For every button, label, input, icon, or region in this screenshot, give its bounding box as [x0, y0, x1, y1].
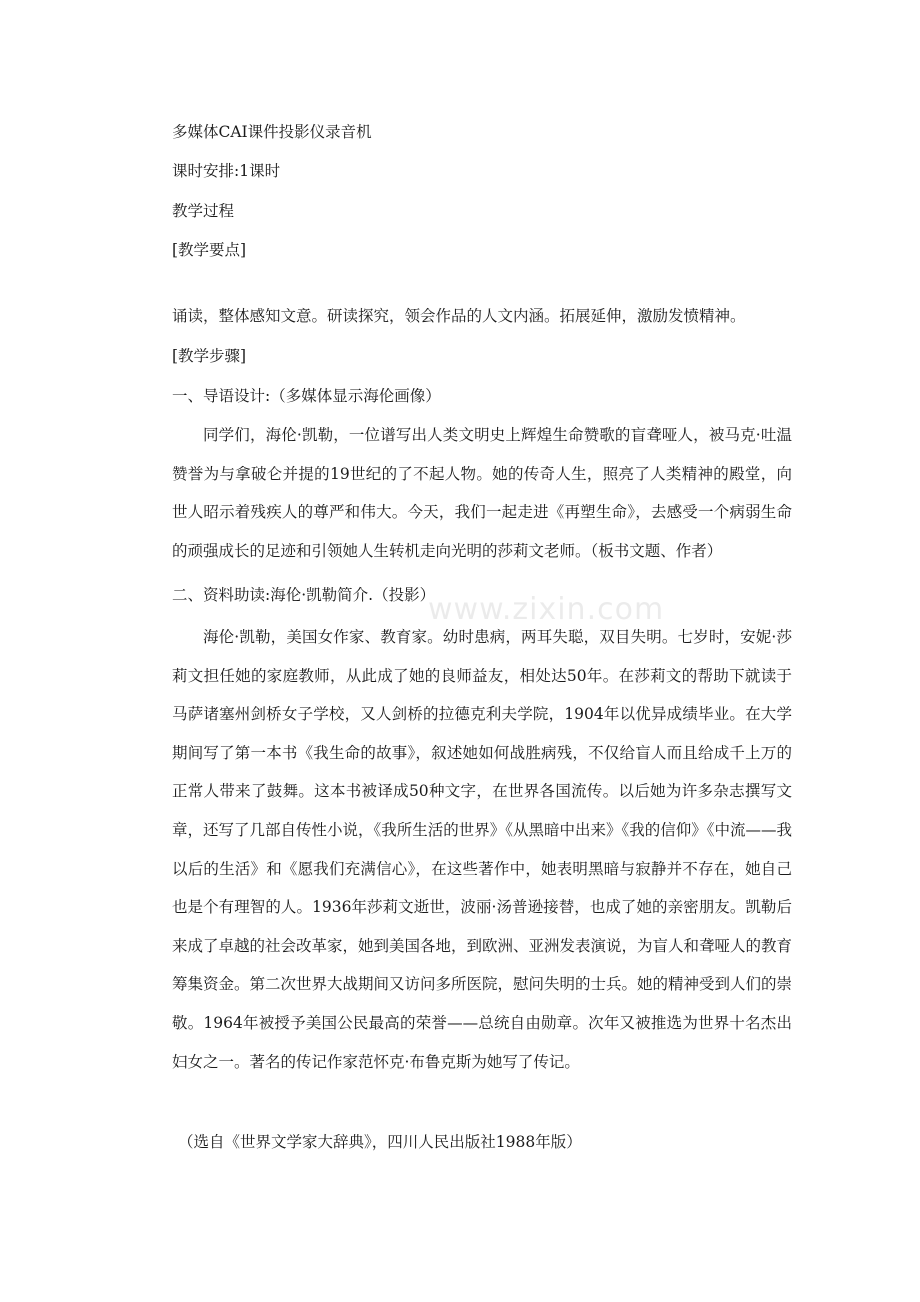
intro-paragraph: 同学们，海伦·凯勒，一位谱写出人类文明史上辉煌生命赞歌的盲聋哑人，被马克·吐温赞誉为与拿破仑并提的19世纪的了不起人物。她的传奇人生，照亮了人类精神的殿堂，向世人昭示着残疾人的尊严和伟大。今天，我们一起走进《再塑生命》，去感受一个病弱生命的顽强成长的足迹和引领她人生转机走向光明的莎莉文老师。（板书文题、作者） [172, 426, 792, 560]
source-citation: （选自《世界文学家大辞典》，四川人民出版社1988年版） [178, 1133, 582, 1151]
steps-heading: [教学步骤] [172, 347, 247, 365]
schedule-line: 课时安排:1课时 [172, 162, 281, 180]
key-points-text: 诵读，整体感知文意。研读探究，领会作品的人文内涵。拓展延伸，激励发愤精神。 [172, 307, 746, 325]
step-one-heading: 一、导语设计:（多媒体显示海伦画像） [172, 387, 441, 405]
process-heading: 教学过程 [172, 202, 235, 220]
watermark-text: www.zixin.com [428, 592, 665, 627]
biography-paragraph: 海伦·凯勒，美国女作家、教育家。幼时患病，两耳失聪，双目失明。七岁时，安妮·莎莉文担任她的家庭教师，从此成了她的良师益友，相处达50年。在莎莉文的帮助下就读于马萨诸塞州剑桥女子学校，又人剑桥的拉德克利夫学院，1904年以优异成绩毕业。在大学期间写了第一本书《我生命的故事》，叙述她如何战胜病残，不仅给盲人而且给成千上万的正常人带来了鼓舞。这本书被译成50种文字，在世界各国流传。以后她为许多杂志撰写文章，还写了几部自传性小说，《我所生活的世界》《从黑暗中出来》《我的信仰》《中流——我以后的生活》和《愿我们充满信心》，在这些著作中，她表明黑暗与寂静并不存在，她自己也是个有理智的人。1936年莎莉文逝世，波丽·汤普逊接替，也成了她的亲密朋友。凯勒后来成了卓越的社会改革家，她到美国各地，到欧洲、亚洲发表演说，为盲人和聋哑人的教育筹集资金。第二次世界大战期间又访问多所医院，慰问失明的士兵。她的精神受到人们的崇敬。1964年被授予美国公民最高的荣誉——总统自由勋章。次年又被推选为世界十名杰出妇女之一。著名的传记作家范怀克·布鲁克斯为她写了传记。 [172, 628, 793, 1071]
media-line: 多媒体CAI课件投影仪录音机 [172, 123, 372, 141]
step-two-heading: 二、资料助读:海伦·凯勒简介.（投影） [172, 586, 436, 604]
key-points-heading: [教学要点] [172, 241, 247, 259]
